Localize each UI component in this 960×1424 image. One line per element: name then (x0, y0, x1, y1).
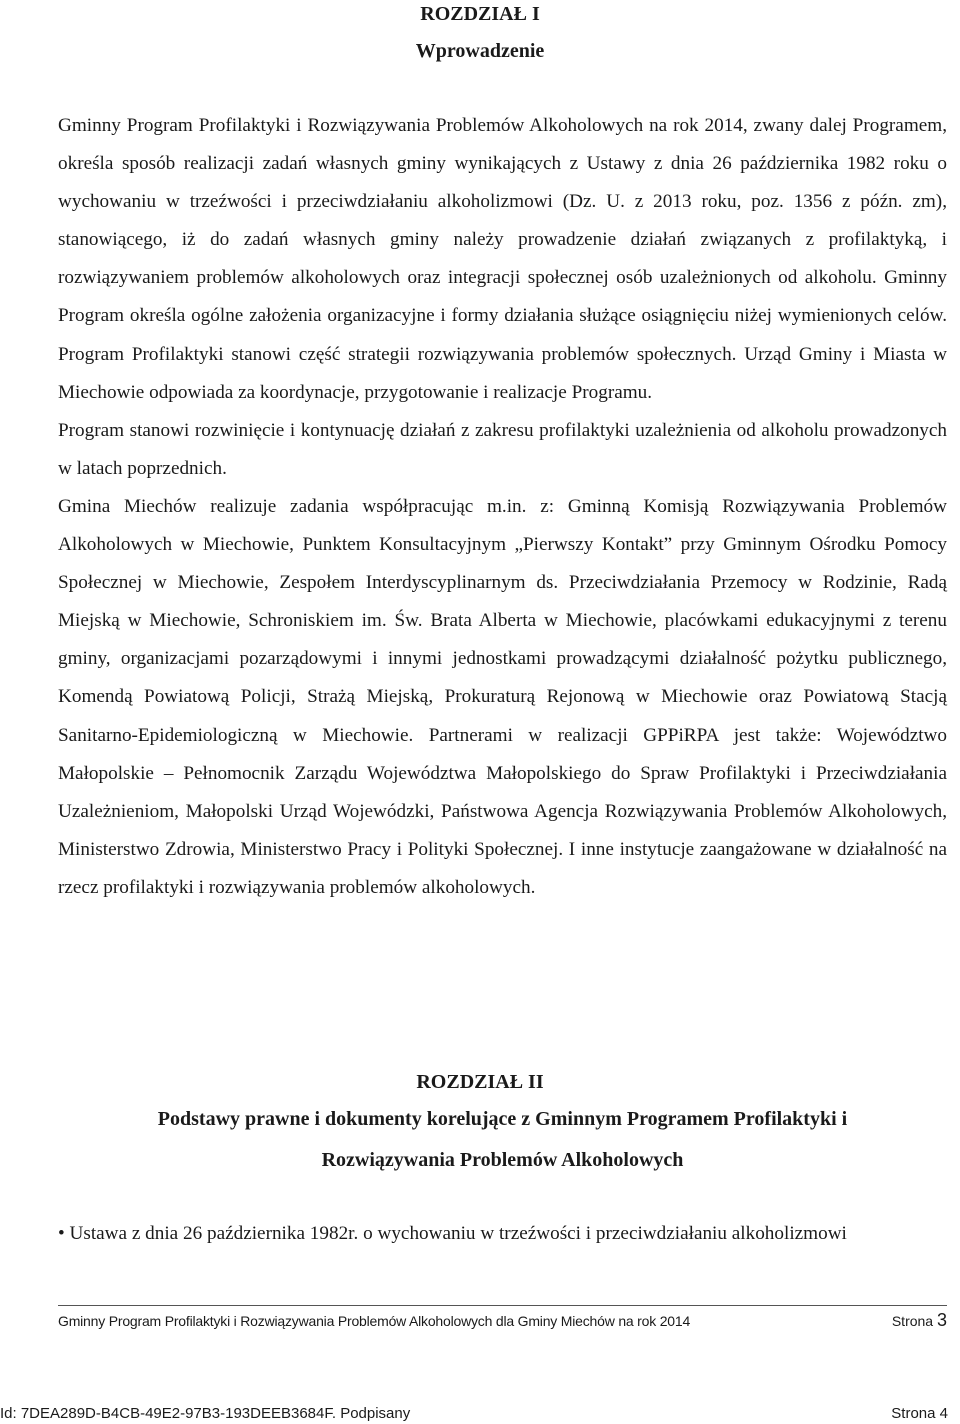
footer-document-title: Gminny Program Profilaktyki i Rozwiązywania Problemów Alkoholowych dla Gminy Miechów na rok 2014 (58, 1313, 691, 1329)
footer-page-number (892, 1308, 947, 1333)
chapter-1-label: ROZDZIAŁ I (420, 3, 540, 25)
chapter-2-label: ROZDZIAŁ II (416, 1071, 544, 1093)
chapter-2-title (58, 1099, 947, 1181)
bottom-page-number: Strona 4 (891, 1405, 948, 1422)
chapter-2-title-line-1: Podstawy prawne i dokumenty korelujące z Gminnym Programem Profilaktyki i (157, 1108, 848, 1130)
footer-page-value: 3 (936, 1310, 947, 1330)
footer-divider (58, 1305, 947, 1306)
bullet-item: • Ustawa z dnia 26 października 1982r. o wychowaniu w trzeźwości i przeciwdziałaniu alkoholizmowi (58, 1223, 847, 1244)
paragraph: Gmina Miechów realizuje zadania współpracując m.in. z: Gminną Komisją Rozwiązywania Problemów Alkoholowych w Miechowie, Punktem Konsultacyjnym „Pierwszy Kontakt” przy Gminnym Ośrodku Pomocy Społecznej w Miechowie, Zespołem Interdyscyplinarnym ds. Przeciwdziałania Przemocy w Rodzinie, Radą Miejską w Miechowie, Schroniskiem im. Św. Brata Alberta w Miechowie, placówkami edukacyjnymi z terenu gminy, organizacjami pozarządowymi i innymi jednostkami prowadzącymi działalność pożytku publicznego, Komendą Powiatową Policji, Strażą Miejską, Prokuraturą Rejonową w Miechowie oraz Powiatową Stacją Sanitarno-Epidemiologiczną w Miechowie. Partnerami w realizacji GPPiRPA jest także: Województwo Małopolskie – Pełnomocnik Zarządu Województwa Małopolskiego do Spraw Profilaktyki i Przeciwdziałania Uzależnieniom, Małopolski Urząd Wojewódzki, Państwowa Agencja Rozwiązywania Problemów Alkoholowych, Ministerstwo Zdrowia, Ministerstwo Pracy i Polityki Społecznej. I inne instytucje zaangażowane w działalność na rzecz profilaktyki i rozwiązywania problemów alkoholowych. (58, 495, 947, 898)
chapter-1-body (58, 107, 947, 907)
paragraph: Program stanowi rozwinięcie i kontynuację działań z zakresu profilaktyki uzależnienia od alkoholu prowadzonych w latach poprzednich. (58, 419, 947, 479)
paragraph: Gminny Program Profilaktyki i Rozwiązywania Problemów Alkoholowych na rok 2014, zwany dalej Programem, określa sposób realizacji zadań własnych gminy wynikających z Ustawy z dnia 26 października 1982 roku o wychowaniu w trzeźwości i przeciwdziałaniu alkoholizmowi (Dz. U. z 2013 roku, poz. 1356 z późn. zm), stanowiącego, iż do zadań własnych gminy należy prowadzenie działań związanych z profilaktyką, i rozwiązywaniem problemów alkoholowych oraz integracji społecznej osób uzależnionych od alkoholu. Gminny Program określa ogólne założenia organizacyjne i formy działania służące osiągnięciu niżej wymienionych celów. Program Profilaktyki stanowi część strategii rozwiązywania problemów społecznych. Urząd Gminy i Miasta w Miechowie odpowiada za koordynacje, przygotowanie i realizacje Programu. (58, 115, 947, 403)
chapter-2-title-line-2: Rozwiązywania Problemów Alkoholowych (321, 1149, 684, 1171)
document-id-line: Id: 7DEA289D-B4CB-49E2-97B3-193DEEB3684F. Podpisany (0, 1405, 411, 1422)
footer-page-label: Strona (891, 1313, 934, 1329)
chapter-1-title: Wprowadzenie (415, 40, 545, 62)
